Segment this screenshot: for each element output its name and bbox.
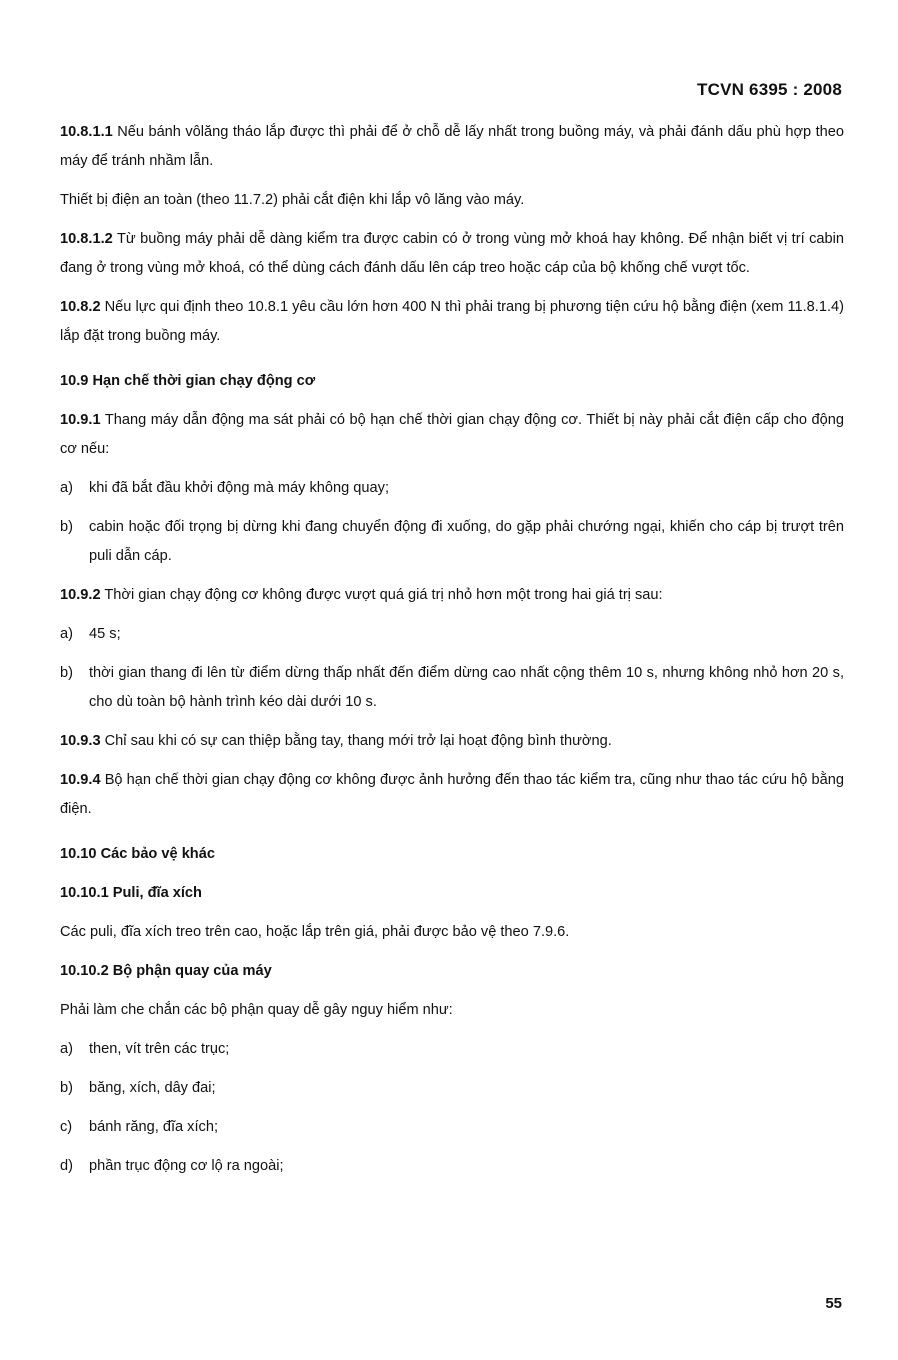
- clause-text: Bộ hạn chế thời gian chạy động cơ không được ảnh hưởng đến thao tác kiểm tra, cũng như thao tác cứu hộ bằng điện.: [60, 772, 844, 817]
- clause-number: 10.8.1.2: [60, 231, 113, 247]
- list-label: a): [60, 626, 73, 642]
- list-text: phần trục động cơ lộ ra ngoài;: [89, 1158, 284, 1174]
- document-body: [60, 118, 844, 1191]
- paragraph-10-9-3: [60, 727, 844, 756]
- paragraph-pulleys: Các puli, đĩa xích treo trên cao, hoặc lắp trên giá, phải được bảo vệ theo 7.9.6.: [60, 924, 570, 940]
- list-label: b): [60, 519, 73, 535]
- list-item: [60, 1152, 844, 1181]
- clause-text: Chỉ sau khi có sự can thiệp bằng tay, thang mới trở lại hoạt động bình thường.: [100, 733, 612, 749]
- list-item: [60, 620, 844, 649]
- list-text: then, vít trên các trục;: [89, 1041, 230, 1057]
- list-text: băng, xích, dây đai;: [89, 1080, 216, 1096]
- list-label: a): [60, 480, 73, 496]
- clause-number: 10.9.3: [60, 733, 101, 749]
- list-item: [60, 659, 844, 717]
- clause-number: 10.8.2: [60, 299, 101, 315]
- list-label: b): [60, 1080, 73, 1096]
- paragraph-safety-device: Thiết bị điện an toàn (theo 11.7.2) phải cắt điện khi lắp vô lăng vào máy.: [60, 192, 525, 208]
- paragraph-10-8-1-1: [60, 118, 844, 176]
- list-text: 45 s;: [89, 626, 121, 642]
- list-text: thời gian thang đi lên từ điểm dừng thấp nhất đến điểm dừng cao nhất cộng thêm 10 s, nhưng không nhỏ hơn 20 s, cho dù toàn bộ hành trình kéo dài dưới 10 s.: [89, 665, 844, 710]
- paragraph-rotating-parts: Phải làm che chắn các bộ phận quay dễ gây nguy hiểm như:: [60, 1002, 453, 1018]
- paragraph-10-9-1: [60, 406, 844, 464]
- section-heading-10-9: 10.9 Hạn chế thời gian chạy động cơ: [60, 373, 316, 389]
- clause-text: Nếu lực qui định theo 10.8.1 yêu cầu lớn hơn 400 N thì phải trang bị phương tiện cứu hộ bằng điện (xem 11.8.1.4) lắp đặt trong buồng máy.: [60, 299, 844, 344]
- list-item: [60, 1113, 844, 1142]
- list-label: c): [60, 1119, 73, 1135]
- clause-text: Thang máy dẫn động ma sát phải có bộ hạn chế thời gian chạy động cơ. Thiết bị này phải cắt điện cấp cho động cơ nếu:: [60, 412, 844, 457]
- clause-text: Từ buồng máy phải dễ dàng kiểm tra được cabin có ở trong vùng mở khoá hay không. Để nhận biết vị trí cabin đang ở trong vùng mở khoá, có thể dùng cách đánh dấu lên cáp treo hoặc cáp của bộ khống chế vượt tốc.: [60, 231, 844, 276]
- clause-number: 10.9.1: [60, 412, 101, 428]
- list-item: [60, 1074, 844, 1103]
- paragraph-10-8-2: [60, 293, 844, 351]
- clause-number: 10.9.4: [60, 772, 101, 788]
- list-item: [60, 474, 844, 503]
- clause-text: Thời gian chạy động cơ không được vượt quá giá trị nhỏ hơn một trong hai giá trị sau:: [100, 587, 663, 603]
- paragraph-10-8-1-2: [60, 225, 844, 283]
- clause-number: 10.8.1.1: [60, 124, 113, 140]
- list-item: [60, 513, 844, 571]
- clause-text: Nếu bánh vôlăng tháo lắp được thì phải để ở chỗ dễ lấy nhất trong buồng máy, và phải đánh dấu phù hợp theo máy để tránh nhầm lẫn.: [60, 124, 844, 169]
- list-item: [60, 1035, 844, 1064]
- paragraph-10-9-2: [60, 581, 844, 610]
- list-text: khi đã bắt đầu khởi động mà máy không quay;: [89, 480, 390, 496]
- list-label: d): [60, 1158, 73, 1174]
- list-text: bánh răng, đĩa xích;: [89, 1119, 218, 1135]
- standard-header: TCVN 6395 : 2008: [697, 80, 842, 99]
- section-heading-10-10: 10.10 Các bảo vệ khác: [60, 846, 215, 862]
- page-number: 55: [825, 1295, 842, 1312]
- list-text: cabin hoặc đối trọng bị dừng khi đang chuyển động đi xuống, do gặp phải chướng ngại, khiến cho cáp bị trượt trên puli dẫn cáp.: [89, 519, 844, 564]
- clause-number: 10.9.2: [60, 587, 101, 603]
- list-label: a): [60, 1041, 73, 1057]
- section-heading-10-10-1: 10.10.1 Puli, đĩa xích: [60, 885, 202, 901]
- section-heading-10-10-2: 10.10.2 Bộ phận quay của máy: [60, 963, 272, 979]
- list-label: b): [60, 665, 73, 681]
- paragraph-10-9-4: [60, 766, 844, 824]
